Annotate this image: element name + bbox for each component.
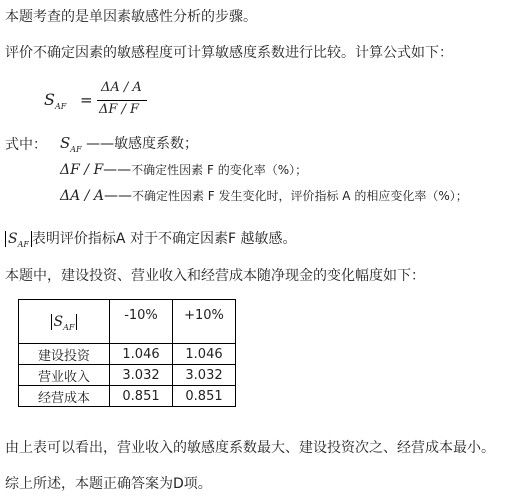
table-cell: 0.851 xyxy=(110,386,173,407)
definition-item-3: ΔA / A——不确定性因素 F 发生变化时，评价指标 A 的相应变化率（%）； xyxy=(60,188,468,204)
table-cell: 0.851 xyxy=(173,386,236,407)
conclusion-text: 由上表可以看出，营业收入的敏感度系数最大、建设投资次之、经营成本最小。 xyxy=(5,440,495,456)
formula-equals: = xyxy=(80,91,93,109)
answer-text: 综上所述，本题正确答案为D项。 xyxy=(5,476,212,492)
table-row xyxy=(19,386,236,407)
fraction-bar xyxy=(97,100,147,101)
abs-symbol: $S_{AF}$ xyxy=(5,231,32,247)
table-row xyxy=(19,344,236,365)
formula-denominator: ΔF / F xyxy=(99,102,140,117)
definition-item-1: $S_{AF}$ ——敏感度系数； xyxy=(60,134,199,154)
definition-item-2: ΔF / F——不确定性因素 F 的变化率（%）； xyxy=(60,162,308,178)
table-header-col-2: +10% xyxy=(173,300,236,344)
abs-note-text: 表明评价指标A 对于不确定因素F 越敏感。 xyxy=(31,231,297,247)
formula-lhs-sub: AF xyxy=(54,102,67,111)
table-cell: 1.046 xyxy=(173,344,236,365)
table-cell: 3.032 xyxy=(173,365,236,386)
table-header-row xyxy=(19,300,236,344)
table-cell: 1.046 xyxy=(110,344,173,365)
table-cell: 3.032 xyxy=(110,365,173,386)
table-row-label: 建设投资 xyxy=(19,344,110,365)
table-intro-text: 本题中，建设投资、营业收入和经营成本随净现金的变化幅度如下： xyxy=(5,268,425,284)
table-row-label: 经营成本 xyxy=(19,386,110,407)
intro-text: 本题考查的是单因素敏感性分析的步骤。 xyxy=(5,9,257,25)
table-row-label: 营业收入 xyxy=(19,365,110,386)
table-header-col-1: -10% xyxy=(110,300,173,344)
sensitivity-table xyxy=(18,299,236,407)
table-header-symbol: $S_{AF}$ xyxy=(19,300,110,344)
sensitivity-formula xyxy=(44,80,144,120)
formula-intro-text: 评价不确定因素的敏感程度可计算敏感度系数进行比较。计算公式如下： xyxy=(5,45,453,61)
table-row xyxy=(19,365,236,386)
formula-numerator: ΔA / A xyxy=(101,80,142,95)
formula-lhs: S xyxy=(44,90,55,109)
abs-note xyxy=(5,228,296,248)
definitions-lead: 式中： xyxy=(5,137,47,153)
